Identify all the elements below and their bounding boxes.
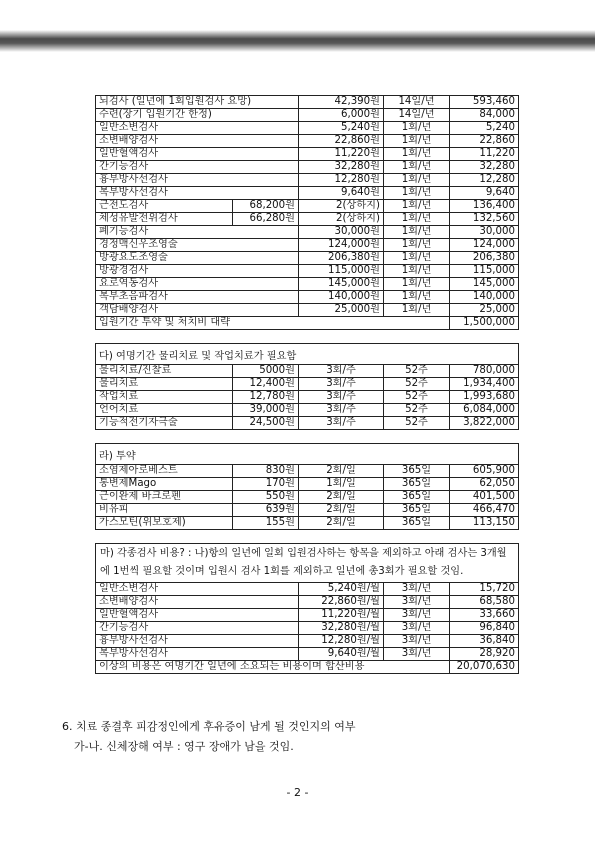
table-cell: 780,000 (450, 365, 519, 378)
table-cell: 흉부방사선검사 (96, 635, 299, 648)
table-cell: 68,200원 (233, 200, 299, 213)
table-cell: 25,000 (450, 304, 519, 317)
table-row (96, 200, 519, 213)
table-cell: 1회/년 (384, 200, 450, 213)
table-cell: 12,280 (450, 174, 519, 187)
table-cell: 3회/년 (384, 635, 450, 648)
table-row (96, 226, 519, 239)
table-cell: 365일 (384, 478, 450, 491)
table-row (96, 648, 519, 661)
table-cell: 작업치료 (96, 391, 233, 404)
table-cell: 흉부방사선검사 (96, 174, 299, 187)
table-cell: 11,220원 (299, 148, 384, 161)
table-row (96, 213, 519, 226)
table-cell: 소변배양검사 (96, 596, 299, 609)
table-cell: 52주 (384, 378, 450, 391)
table-cell: 입원기간 투약 및 처치비 대략 (96, 317, 450, 330)
table-cell: 6,084,000 (450, 404, 519, 417)
table-cell: 근전도검사 (96, 200, 233, 213)
therapy-table (95, 343, 519, 430)
table-row (96, 122, 519, 135)
table-row (96, 174, 519, 187)
table-cell: 가스모틴(위보호제) (96, 517, 233, 530)
table-row (96, 148, 519, 161)
table-cell: 52주 (384, 417, 450, 430)
summary-total: 20,070,630 (450, 661, 519, 674)
table-cell: 12,280원/월 (299, 635, 384, 648)
table-cell: 365일 (384, 491, 450, 504)
page-number: - 2 - (286, 786, 309, 799)
table-cell: 복부방사선검사 (96, 648, 299, 661)
table-cell: 52주 (384, 404, 450, 417)
table-cell: 30,000 (450, 226, 519, 239)
table-row (96, 391, 519, 404)
table-cell: 550원 (233, 491, 299, 504)
table-cell: 3회/년 (384, 622, 450, 635)
table-cell: 33,660 (450, 609, 519, 622)
item-6: 6. 치료 종결후 피감정인에게 후유증이 남게 될 것인지의 여부 (62, 720, 356, 733)
table-cell: 22,860 (450, 135, 519, 148)
table-cell: 22,860원/월 (299, 596, 384, 609)
table-cell: 32,280원 (299, 161, 384, 174)
table-row (96, 161, 519, 174)
therapy-heading: 다) 여명기간 물리치료 및 작업치료가 필요함 (96, 344, 519, 365)
table-cell: 비유피 (96, 504, 233, 517)
table-cell: 1,500,000 (450, 317, 519, 330)
table-cell: 14일/년 (384, 109, 450, 122)
table-cell: 3회/년 (384, 596, 450, 609)
table-cell: 폐기능검사 (96, 226, 299, 239)
table-cell: 3회/주 (299, 378, 384, 391)
table-cell: 401,500 (450, 491, 519, 504)
table-cell: 25,000원 (299, 304, 384, 317)
table-cell: 206,380 (450, 252, 519, 265)
table-cell: 170원 (233, 478, 299, 491)
table-row (96, 365, 519, 378)
table-cell: 1회/년 (384, 239, 450, 252)
table-cell: 1회/년 (384, 174, 450, 187)
table-cell: 경정맥신우조영술 (96, 239, 299, 252)
exam-cost-table (95, 95, 519, 330)
table-cell: 639원 (233, 504, 299, 517)
medication-table (95, 443, 519, 530)
table-cell: 2회/일 (299, 491, 384, 504)
table-cell: 11,220원/월 (299, 609, 384, 622)
table-row (96, 491, 519, 504)
table-cell: 115,000 (450, 265, 519, 278)
table-cell: 1회/년 (384, 161, 450, 174)
table-cell: 42,390원 (299, 96, 384, 109)
table-cell: 소변배양검사 (96, 135, 299, 148)
table-row (96, 478, 519, 491)
table-cell: 1,934,400 (450, 378, 519, 391)
table-cell: 물리치료 (96, 378, 233, 391)
table-cell: 136,400 (450, 200, 519, 213)
table-cell: 5,240 (450, 122, 519, 135)
table-cell: 방광요도조영술 (96, 252, 299, 265)
item-6a: 가-나. 신체장해 여부 : 영구 장애가 남을 것임. (74, 740, 294, 753)
table-cell: 간기능검사 (96, 161, 299, 174)
table-cell: 3회/주 (299, 365, 384, 378)
table-cell: 52주 (384, 365, 450, 378)
table-cell: 1회/년 (384, 265, 450, 278)
table-row (96, 96, 519, 109)
table-cell: 9,640원/월 (299, 648, 384, 661)
table-cell: 39,000원 (233, 404, 299, 417)
periodic-exam-note: 마) 각종검사 비용? : 나)항의 일년에 일회 입원검사하는 항목을 제외하고 아래 검사는 3개월에 1번씩 필요할 것이며 입원시 검사 1회를 제외하고 일년에 총3회가 필요할 것임. (96, 544, 519, 583)
table-cell: 132,560 (450, 213, 519, 226)
table-cell: 206,380원 (299, 252, 384, 265)
table-cell: 복부방사선검사 (96, 187, 299, 200)
table-cell: 30,000원 (299, 226, 384, 239)
table-row (96, 291, 519, 304)
table-row (96, 265, 519, 278)
table-cell: 28,920 (450, 648, 519, 661)
medication-heading: 라) 투약 (96, 444, 519, 465)
table-cell: 52주 (384, 391, 450, 404)
table-cell: 복부초음파검사 (96, 291, 299, 304)
table-cell: 5,240원 (299, 122, 384, 135)
table-cell: 155원 (233, 517, 299, 530)
table-cell: 24,500원 (233, 417, 299, 430)
table-row (96, 622, 519, 635)
summary-row (96, 661, 519, 674)
table-cell: 11,220 (450, 148, 519, 161)
table-row (96, 596, 519, 609)
table-cell: 365일 (384, 465, 450, 478)
table-cell: 32,280 (450, 161, 519, 174)
table-cell: 1회/년 (384, 252, 450, 265)
table-cell: 일반소변검사 (96, 122, 299, 135)
table-cell: 1회/년 (384, 187, 450, 200)
table-cell: 기능적전기자극술 (96, 417, 233, 430)
table-cell: 32,280원/월 (299, 622, 384, 635)
table-cell: 물리치료/진찰료 (96, 365, 233, 378)
table-row (96, 583, 519, 596)
table-row (96, 135, 519, 148)
table-cell: 96,840 (450, 622, 519, 635)
table-cell: 62,050 (450, 478, 519, 491)
table-row (96, 252, 519, 265)
table-cell: 1회/년 (384, 135, 450, 148)
table-cell: 간기능검사 (96, 622, 299, 635)
table-row (96, 404, 519, 417)
table-cell: 1회/년 (384, 122, 450, 135)
scan-shadow (0, 30, 595, 52)
table-cell: 1회/년 (384, 226, 450, 239)
table-cell: 2(상하지) (299, 213, 384, 226)
table-cell: 3회/년 (384, 609, 450, 622)
table-cell: 593,460 (450, 96, 519, 109)
table-cell: 145,000 (450, 278, 519, 291)
table-cell: 15,720 (450, 583, 519, 596)
table-cell: 방광경검사 (96, 265, 299, 278)
table-cell: 14일/년 (384, 96, 450, 109)
table-cell: 12,280원 (299, 174, 384, 187)
table-cell: 뇌검사 (일년에 1회입원검사 요망) (96, 96, 299, 109)
table-cell: 5000원 (233, 365, 299, 378)
table-cell: 1,993,680 (450, 391, 519, 404)
table-cell: 365일 (384, 504, 450, 517)
table-cell: 84,000 (450, 109, 519, 122)
summary-label: 이상의 비용은 여명기간 일년에 소요되는 비용이며 합산비용 (96, 661, 450, 674)
table-cell: 605,900 (450, 465, 519, 478)
table-cell: 2(상하지) (299, 200, 384, 213)
table-cell: 830원 (233, 465, 299, 478)
table-cell: 365일 (384, 517, 450, 530)
table-cell: 9,640원 (299, 187, 384, 200)
table-row (96, 635, 519, 648)
table-cell: 5,240원/월 (299, 583, 384, 596)
table-cell: 1회/년 (384, 291, 450, 304)
table-cell: 68,580 (450, 596, 519, 609)
table-cell: 124,000원 (299, 239, 384, 252)
table-cell: 1회/년 (384, 278, 450, 291)
table-row (96, 317, 519, 330)
table-cell: 113,150 (450, 517, 519, 530)
table-row (96, 239, 519, 252)
table-cell: 1회/년 (384, 148, 450, 161)
table-cell: 1회/년 (384, 213, 450, 226)
table-cell: 36,840 (450, 635, 519, 648)
table-cell: 466,470 (450, 504, 519, 517)
table-row (96, 278, 519, 291)
table-cell: 3회/년 (384, 648, 450, 661)
table-row (96, 304, 519, 317)
table-cell: 6,000원 (299, 109, 384, 122)
table-cell: 요로역동검사 (96, 278, 299, 291)
table-cell: 소염제아로베스트 (96, 465, 233, 478)
table-cell: 통변제Mago (96, 478, 233, 491)
table-row (96, 187, 519, 200)
table-row (96, 417, 519, 430)
table-cell: 일반혈액검사 (96, 148, 299, 161)
table-cell: 근이완제 바크로펜 (96, 491, 233, 504)
table-row (96, 465, 519, 478)
table-cell: 3회/주 (299, 404, 384, 417)
table-cell: 12,400원 (233, 378, 299, 391)
table-cell: 12,780원 (233, 391, 299, 404)
table-cell: 3,822,000 (450, 417, 519, 430)
table-cell: 140,000 (450, 291, 519, 304)
table-cell: 124,000 (450, 239, 519, 252)
table-cell: 수련(장기 입원기간 한정) (96, 109, 299, 122)
table-cell: 3회/주 (299, 417, 384, 430)
table-cell: 9,640 (450, 187, 519, 200)
table-cell: 145,000원 (299, 278, 384, 291)
table-row (96, 109, 519, 122)
table-cell: 3회/년 (384, 583, 450, 596)
table-cell: 1회/일 (299, 478, 384, 491)
table-cell: 115,000원 (299, 265, 384, 278)
table-cell: 일반소변검사 (96, 583, 299, 596)
table-row (96, 517, 519, 530)
table-cell: 3회/주 (299, 391, 384, 404)
table-cell: 체성유발전위검사 (96, 213, 233, 226)
table-cell: 66,280원 (233, 213, 299, 226)
table-cell: 140,000원 (299, 291, 384, 304)
table-cell: 2회/일 (299, 504, 384, 517)
table-row (96, 609, 519, 622)
table-cell: 1회/년 (384, 304, 450, 317)
table-cell: 22,860원 (299, 135, 384, 148)
table-cell: 객담배양검사 (96, 304, 299, 317)
table-row (96, 504, 519, 517)
table-cell: 2회/일 (299, 465, 384, 478)
table-cell: 일반혈액검사 (96, 609, 299, 622)
table-cell: 언어치료 (96, 404, 233, 417)
table-cell: 2회/일 (299, 517, 384, 530)
periodic-exam-table (95, 543, 519, 674)
table-row (96, 378, 519, 391)
